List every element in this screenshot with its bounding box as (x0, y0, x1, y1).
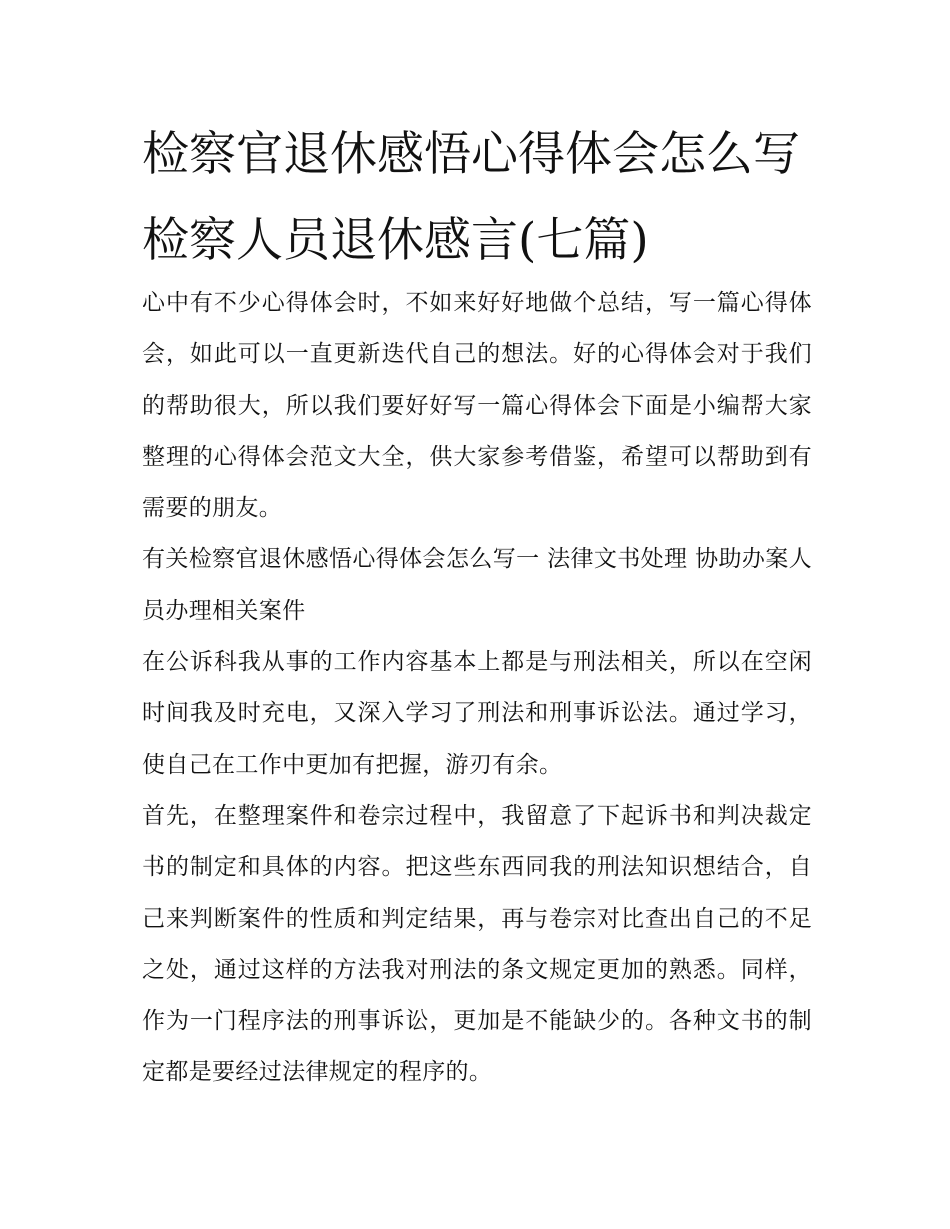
document-title: 检察官退休感悟心得体会怎么写 检察人员退休感言(七篇) (142, 127, 800, 268)
body-paragraph: 首先，在整理案件和卷宗过程中，我留意了下起诉书和判决裁定书的制定和具体的内容。把这些东西同我的刑法知识想结合，自己来判断案件的性质和判定结果，再与卷宗对比查出自己的不足之处，通过这样的方法我对刑法的条文规定更加的熟悉。同样，作为一门程序法的刑事诉讼，更加是不能缺少的。各种文书的制定都是要经过法律规定的程序的。 (142, 802, 812, 1086)
intro-paragraph: 心中有不少心得体会时，不如来好好地做个总结，写一篇心得体会，如此可以一直更新迭代自己的想法。好的心得体会对于我们的帮助很大，所以我们要好好写一篇心得体会下面是小编帮大家整理的心得体会范文大全，供大家参考借鉴，希望可以帮助到有需要的朋友。 (142, 290, 812, 522)
section-heading: 有关检察官退休感悟心得体会怎么写一 法律文书处理 协助办案人员办理相关案件 (142, 546, 812, 624)
document-body (142, 278, 812, 1099)
document-page (142, 0, 812, 1229)
body-paragraph: 在公诉科我从事的工作内容基本上都是与刑法相关，所以在空闲时间我及时充电，又深入学习了刑法和刑事诉讼法。通过学习，使自己在工作中更加有把握，游刃有余。 (142, 649, 812, 778)
